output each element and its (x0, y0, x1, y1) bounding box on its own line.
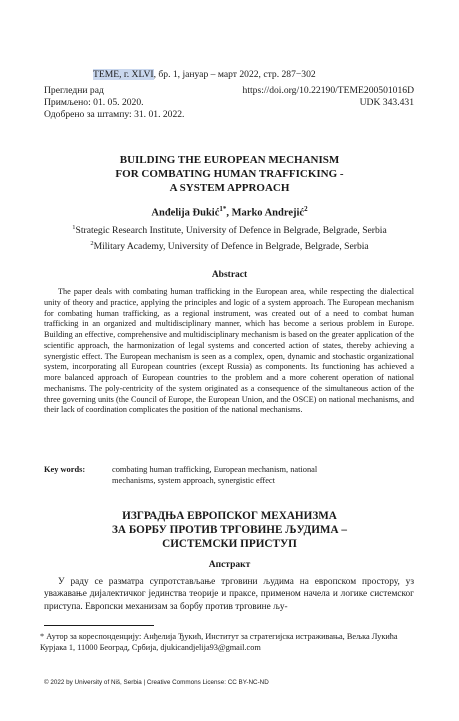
serbian-title-line-2: ЗА БОРБУ ПРОТИВ ТРГОВИНЕ ЉУДИМА – (112, 524, 347, 536)
affiliations (30, 222, 429, 253)
serbian-title-line-1: ИЗГРАДЊА ЕВРОПСКОГ МЕХАНИЗМА (122, 510, 337, 522)
paper-title (40, 153, 419, 195)
author-1: Anđelija Đukić (151, 207, 220, 219)
affiliation-2-sup: 2 (90, 239, 94, 247)
authors (40, 205, 419, 219)
title-line-1: BUILDING THE EUROPEAN MECHANISM (119, 154, 340, 166)
affiliation-1-sup: 1 (72, 224, 76, 231)
footnote (40, 632, 416, 653)
author-separator: , (226, 207, 232, 219)
abstract-text: The paper deals with combating human trafficking in the European area, while respecting the dialectical unity of theory and practice, applying the principles and logic of a system approach. The European mechanism for combating human trafficking, as a regional instrument, was created out of a need to combat human trafficking in an organized and multidisciplinary manner, which has become a serious problem in Europe. Building an effective, comprehensive and multidisciplinary mechanism is based on the greater application of the scientific approach, the harmonization of legal systems and concerted action of states, thereby achieving a synergistic effect. The European mechanism is seen as a complex, open, dynamic and stochastic organizational system, incorporating all European countries (except Russia) as components. Its functioning has achieved a more balanced approach of European countries to the problem and a more coherent operation of national mechanisms. The poly-centricity of the system originated as a consequence of the simultaneous action of the three governing units (the Council of Europe, the European Union, and the OSCE) on national mechanisms, and their lack of coordination complicates the position of the national mechanisms. (44, 287, 414, 415)
affiliation-1-text: Strategic Research Institute, University of Defence in Belgrade, Belgrade, Serbia (75, 225, 387, 237)
author-2-sup: 2 (304, 205, 308, 213)
affiliation-2-text: Military Academy, University of Defence in Belgrade, Belgrade, Serbia (93, 240, 369, 252)
apstrakt-text: У раду се разматра супротстављање трговини људима на европском простору, уз уважавање дијалектичког јединства теорије и праксе, применом начела и логике системског приступа. Европски механизам за борбу против трговине љу- (44, 577, 414, 612)
title-line-2: FOR COMBATING HUMAN TRAFFICKING - (115, 168, 344, 180)
keywords-label: Key words: (44, 465, 86, 474)
accepted-date: Одобрено за штампу: 31. 01. 2022. (44, 109, 185, 120)
author-2: Marko Andrejić (231, 207, 305, 219)
serbian-title (30, 509, 429, 551)
author-1-sup: 1* (219, 205, 227, 213)
received-date: Примљено: 01. 05. 2020. (44, 97, 144, 108)
paper-type: Прегледни рад (44, 85, 104, 96)
copyright-line: © 2022 by University of Niš, Serbia | Creative Commons License: CC BY-NC-ND (44, 679, 269, 686)
journal-issue: , бр. 1, јануар – март 2022, стр. 287−302 (153, 69, 316, 80)
serbian-title-line-3: СИСТЕМСКИ ПРИСТУП (162, 538, 297, 550)
affiliation-1 (30, 222, 429, 238)
footnote-text: Аутор за кореспонденцију: Анђелија Ђукић, Институт за стратегијска истраживања, Вељка Лукића Курјака 1, 11000 Београд, Србија, djukicandjelija93@gmail.com (40, 632, 398, 652)
footnote-divider (44, 625, 154, 626)
footnote-marker: * (40, 632, 45, 641)
keywords-text: combating human trafficking, European mechanism, national mechanisms, system approach, synergistic effect (112, 465, 318, 485)
title-line-3: A SYSTEM APPROACH (169, 182, 290, 194)
journal-citation (93, 69, 393, 81)
apstrakt-heading: Апстракт (208, 560, 251, 570)
doi-link[interactable]: https://doi.org/10.22190/TEME200501016D (242, 85, 414, 96)
keywords (44, 465, 414, 487)
affiliation-2 (30, 238, 429, 254)
abstract-heading: Abstract (211, 270, 248, 280)
journal-name-highlight: TEME, г. XLVI (93, 69, 154, 80)
udk-code: UDK 343.431 (359, 97, 414, 108)
